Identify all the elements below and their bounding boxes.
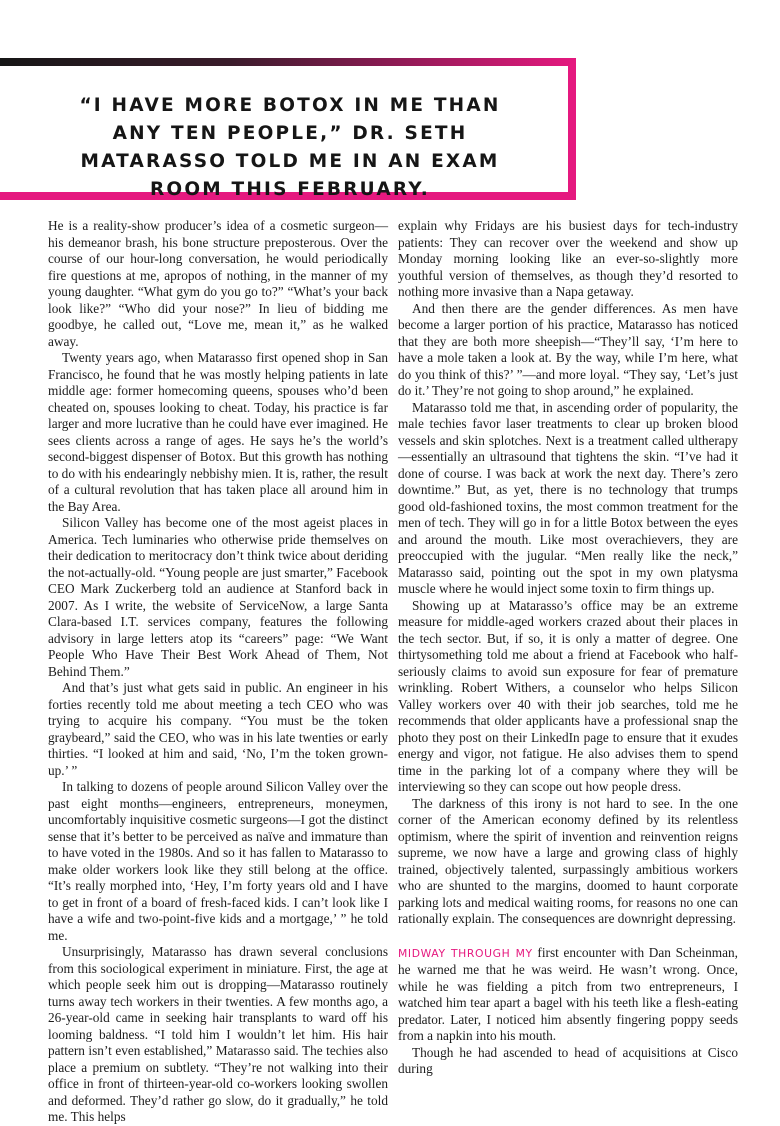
paragraph: The darkness of this irony is not hard to see. In the one corner of the American economy defined by its relentless optimism, where the spirit of invention and reinvention reigns supreme, we now have a large and growing class of highly trained, objectively talented, surpassingly ambitious workers who are shunted to the margins, doomed to haunt corporate parking lots and medical waiting rooms, for reasons no one can rationally explain. The consequences are downright depressing.	[398, 795, 738, 926]
paragraph: In talking to dozens of people around Silicon Valley over the past eight months—engineers, entrepreneurs, moneymen, uncomfortably inquisitive cosmetic surgeons—I got the distinct sense that it’s better to be perceived as naïve and immature than to have voted in the 1980s. And so it has fallen to Matarasso to make older workers look like they still belong at the office. “It’s really morphed into, ‘Hey, I’m forty years old and I have to get in front of a board of fresh-faced kids. I can’t look like I have a wife and two-point-five kids and a mortgage,’ ” he told me.	[48, 779, 388, 943]
section-opening-paragraph	[398, 945, 738, 1045]
paragraph: Showing up at Matarasso’s office may be an extreme measure for middle-aged workers crazed about their places in the tech sector. But, if so, it is only a matter of degree. One thirtysomething told me about a friend at Facebook who half-seriously claims to avoid sun exposure for fear of premature wrinkling. Robert Withers, a counselor who helps Silicon Valley workers over 40 with their job searches, told me he recommends that older applicants have a professional snap the photo they post on their LinkedIn page to ensure that it exudes energy and vigor, not fatigue. He also advises them to spend time in the parking lot of a company where they will be interviewing so they can scope out how people dress.	[398, 597, 738, 794]
body-column-left	[48, 218, 388, 1126]
paragraph: Silicon Valley has become one of the most ageist places in America. Tech luminaries who otherwise pride themselves on their dedication to meritocracy don’t think twice about deriding the not-actually-old. “Young people are just smarter,” Facebook CEO Mark Zuckerberg told an audience at Stanford back in 2007. As I write, the website of ServiceNow, a large Santa Clara-based I.T. services company, features the following advisory in large letters atop its “careers” page: “We Want People Who Have Their Best Work Ahead of Them, Not Behind Them.”	[48, 515, 388, 679]
paragraph: And then there are the gender differences. As men have become a larger portion of his practice, Matarasso has noticed that they are both more sheepish—“They’ll say, ‘I’m here to have a mole taken a look at. By the way, while I’m here, what do you think of this?’ ”—and more loyal. “They say, ‘Let’s just do it.’ They’re not going to shop around,” he explained.	[398, 300, 738, 398]
paragraph: explain why Fridays are his busiest days for tech-industry patients: They can recover over the weekend and show up Monday morning looking like an ever-so-slightly more youthful version of themselves, as though they’d resorted to nothing more invasive than a Napa getaway.	[398, 218, 738, 299]
paragraph: And that’s just what gets said in public. An engineer in his forties recently told me about meeting a tech CEO who was trying to acquire his company. “You must be the token graybeard,” said the CEO, who was in his late twenties or early thirties. “I looked at him and said, ‘No, I’m the token grown-up.’ ”	[48, 680, 388, 778]
paragraph: Matarasso told me that, in ascending order of popularity, the male techies favor laser treatments to clear up broken blood vessels and skin splotches. Next is a treatment called ultherapy—essentially an ultrasound that tightens the skin. “I’ve had it done of course. I was back at work the next day. There’s zero downtime.” But, as yet, there is no technology that trumps good old-fashioned toxins, the most common treatment for the men of tech. They will go in for a little Botox between the eyes and around the mouth. Like most overachievers, they are preoccupied with the jugular. “Men really like the neck,” Matarasso said, pointing out the spot in my own platysma muscle where he would inject some toxin to firm things up.	[398, 399, 738, 596]
body-column-right	[398, 218, 738, 1078]
paragraph: Twenty years ago, when Matarasso first opened shop in San Francisco, he found that he was mostly helping patients in late middle age: former homecoming queens, spouses who’d been cheated on, spouses looking to cheat. Today, his practice is far larger and more lucrative than he could have ever imagined. He sees clients across a range of ages. He says he’s the world’s second-biggest dispenser of Botox. But this growth has nothing to do with his endearingly nebbishy mien. It is, rather, the result of a cultural revolution that has taken place all around him in the Bay Area.	[48, 350, 388, 514]
section-lead-in: MIDWAY THROUGH MY	[398, 946, 533, 960]
paragraph: He is a reality-show producer’s idea of a cosmetic surgeon—his demeanor brash, his bone structure preposterous. Over the course of our hour-long conversation, he would periodically fire questions at me, apropos of nothing, in the manner of my young daughter. “What gym do you go to?” “What’s your back look like?” “Who did your nose?” In lieu of bidding me goodbye, he called out, “Love me, mean it,” as he walked away.	[48, 218, 388, 349]
section-opening-text: first encounter with Dan Scheinman, he warned me that he was weird. He wasn’t wrong. Once, while he was fielding a pitch from two entrepreneurs, I watched him tear apart a bagel with his teeth like a flesh-eating predator. Later, I noticed him absently fingering poppy seeds from a napkin into his mouth.	[398, 944, 738, 1043]
paragraph: Unsurprisingly, Matarasso has drawn several conclusions from this sociological experiment in miniature. First, the age at which people seek him out is dropping—Matarasso routinely turns away tech workers in their twenties. A few months ago, a 26-year-old came in seeking hair transplants to ward off his looming baldness. “I told him I wouldn’t let him. His hair pattern isn’t even established,” Matarasso said. The techies also place a premium on subtlety. “They’re not walking into their office in front of thirteen-year-old co-workers looking swollen and deformed. They’d rather go slow, do it gradually,” he told me. This helps	[48, 944, 388, 1124]
pull-quote: “I HAVE MORE BOTOX IN ME THAN ANY TEN PEOPLE,” DR. SETH MATARASSO TOLD ME IN AN EXAM ROOM THIS FEBRUARY.	[79, 95, 501, 200]
paragraph: Though he had ascended to head of acquisitions at Cisco during	[398, 1044, 738, 1076]
